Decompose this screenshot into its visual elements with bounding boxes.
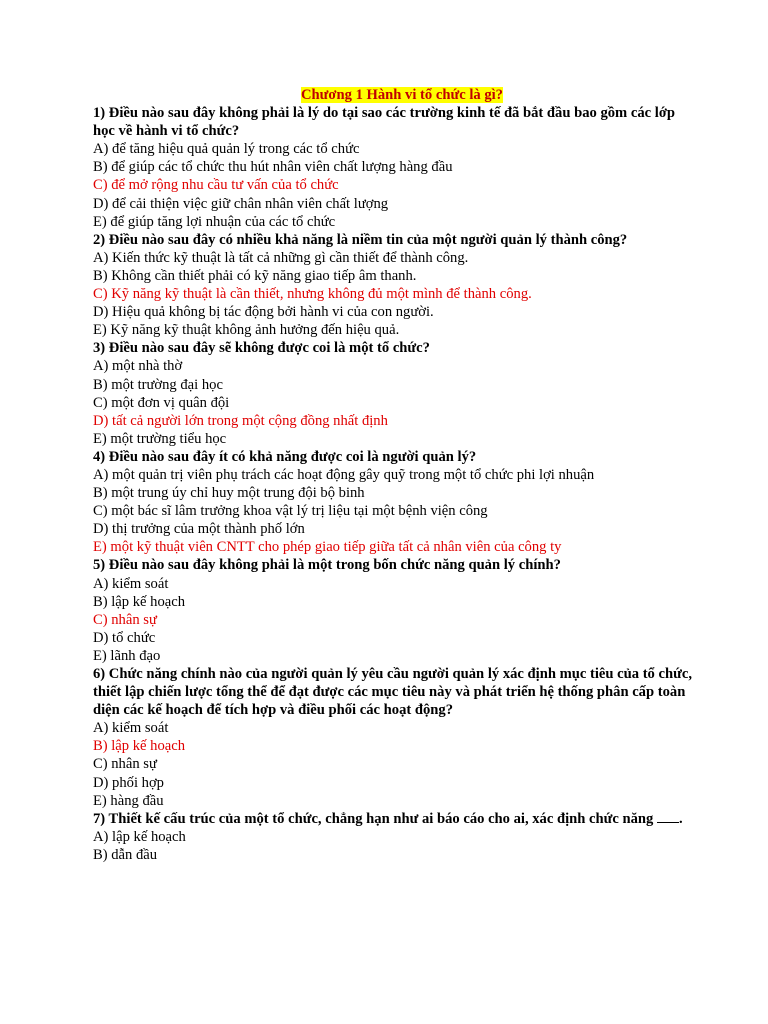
answer-option: A) một nhà thờ xyxy=(93,358,183,375)
answer-option: E) hàng đầu xyxy=(93,792,164,809)
answer-option: D) thị trưởng của một thành phố lớn xyxy=(93,521,305,538)
question-block xyxy=(93,448,693,557)
question-text xyxy=(93,556,693,574)
question-label: 7) Thiết kế cấu trúc của một tổ chức, chẳng hạn như ai báo cáo cho ai, xác định chức năng xyxy=(93,810,654,827)
answer-option: E) Kỹ năng kỹ thuật không ảnh hưởng đến hiệu quả. xyxy=(93,322,400,339)
answer-option: A) kiểm soát xyxy=(93,575,169,592)
question-text xyxy=(93,665,693,719)
question-text xyxy=(93,231,693,249)
answer-option: B) Không cần thiết phải có kỹ năng giao tiếp âm thanh. xyxy=(93,267,417,284)
answer-option: D) tổ chức xyxy=(93,629,156,646)
answer-option-correct: C) nhân sự xyxy=(93,611,157,628)
question-label: 2) Điều nào sau đây có nhiều khả năng là niềm tin của một người quản lý thành công? xyxy=(93,231,628,248)
answer-option: D) Hiệu quả không bị tác động bởi hành vi của con người. xyxy=(93,304,434,321)
answer-option: C) nhân sự xyxy=(93,756,157,773)
answer-option: C) một bác sĩ lâm trưởng khoa vật lý trị liệu tại một bệnh viện công xyxy=(93,503,488,520)
answer-option: D) phối hợp xyxy=(93,774,164,791)
question-label: 5) Điều nào sau đây không phải là một trong bốn chức năng quản lý chính? xyxy=(93,557,561,574)
answer-option: B) để giúp các tổ chức thu hút nhân viên chất lượng hàng đầu xyxy=(93,159,453,176)
question-label: 4) Điều nào sau đây ít có khả năng được coi là người quản lý? xyxy=(93,448,477,465)
answer-option-correct: C) Kỹ năng kỹ thuật là cần thiết, nhưng không đủ một mình để thành công. xyxy=(93,286,532,303)
answer-option: B) dẫn đầu xyxy=(93,846,158,863)
question-suffix: . xyxy=(679,810,683,827)
answer-option: A) một quản trị viên phụ trách các hoạt động gây quỹ trong một tổ chức phi lợi nhuận xyxy=(93,466,595,483)
question-text xyxy=(93,810,693,828)
fill-in-blank xyxy=(657,811,679,823)
question-label: 1) Điều nào sau đây không phải là lý do tại sao các trường kinh tế đã bắt đầu bao gồm các lớp học về hành vi tổ chức? xyxy=(93,105,676,140)
answer-option: E) lãnh đạo xyxy=(93,647,161,664)
question-text xyxy=(93,104,693,140)
question-block xyxy=(93,556,693,665)
question-block xyxy=(93,231,693,340)
question-block xyxy=(93,665,693,810)
question-list xyxy=(93,104,693,864)
answer-option: A) để tăng hiệu quả quản lý trong các tổ chức xyxy=(93,141,360,158)
question-label: 3) Điều nào sau đây sẽ không được coi là một tổ chức? xyxy=(93,340,430,357)
answer-option: A) lập kế hoạch xyxy=(93,828,186,845)
answer-option: B) lập kế hoạch xyxy=(93,593,185,610)
answer-option: A) Kiến thức kỹ thuật là tất cả những gì cần thiết để thành công. xyxy=(93,249,469,266)
answer-option: E) một trường tiểu học xyxy=(93,430,227,447)
answer-option: C) một đơn vị quân đội xyxy=(93,394,230,411)
answer-option: A) kiểm soát xyxy=(93,720,169,737)
answer-option-correct: C) để mở rộng nhu cầu tư vấn của tổ chức xyxy=(93,177,339,194)
answer-option-correct: D) tất cả người lớn trong một cộng đồng nhất định xyxy=(93,412,388,429)
question-label: 6) Chức năng chính nào của người quản lý yêu cầu người quản lý xác định mục tiêu của tổ chức, thiết lập chiến lược tổng thể để đạt được các mục tiêu này và phát triển hệ thống phân cấp toàn diện các kế hoạch để tích hợp và điều phối các hoạt động? xyxy=(93,666,692,719)
answer-option: B) một trường đại học xyxy=(93,376,223,393)
question-block xyxy=(93,104,693,231)
title-line xyxy=(93,86,693,104)
answer-option: E) để giúp tăng lợi nhuận của các tổ chức xyxy=(93,213,336,230)
question-block xyxy=(93,339,693,448)
answer-option: B) một trung úy chỉ huy một trung đội bộ binh xyxy=(93,485,365,502)
answer-option-correct: B) lập kế hoạch xyxy=(93,738,185,755)
answer-option: D) để cải thiện việc giữ chân nhân viên chất lượng xyxy=(93,195,389,212)
document-content xyxy=(93,86,693,864)
question-text xyxy=(93,448,693,466)
question-block xyxy=(93,810,693,864)
answer-option-correct: E) một kỹ thuật viên CNTT cho phép giao tiếp giữa tất cả nhân viên của công ty xyxy=(93,539,562,556)
page-title: Chương 1 Hành vi tổ chức là gì? xyxy=(301,87,503,103)
question-text xyxy=(93,339,693,357)
